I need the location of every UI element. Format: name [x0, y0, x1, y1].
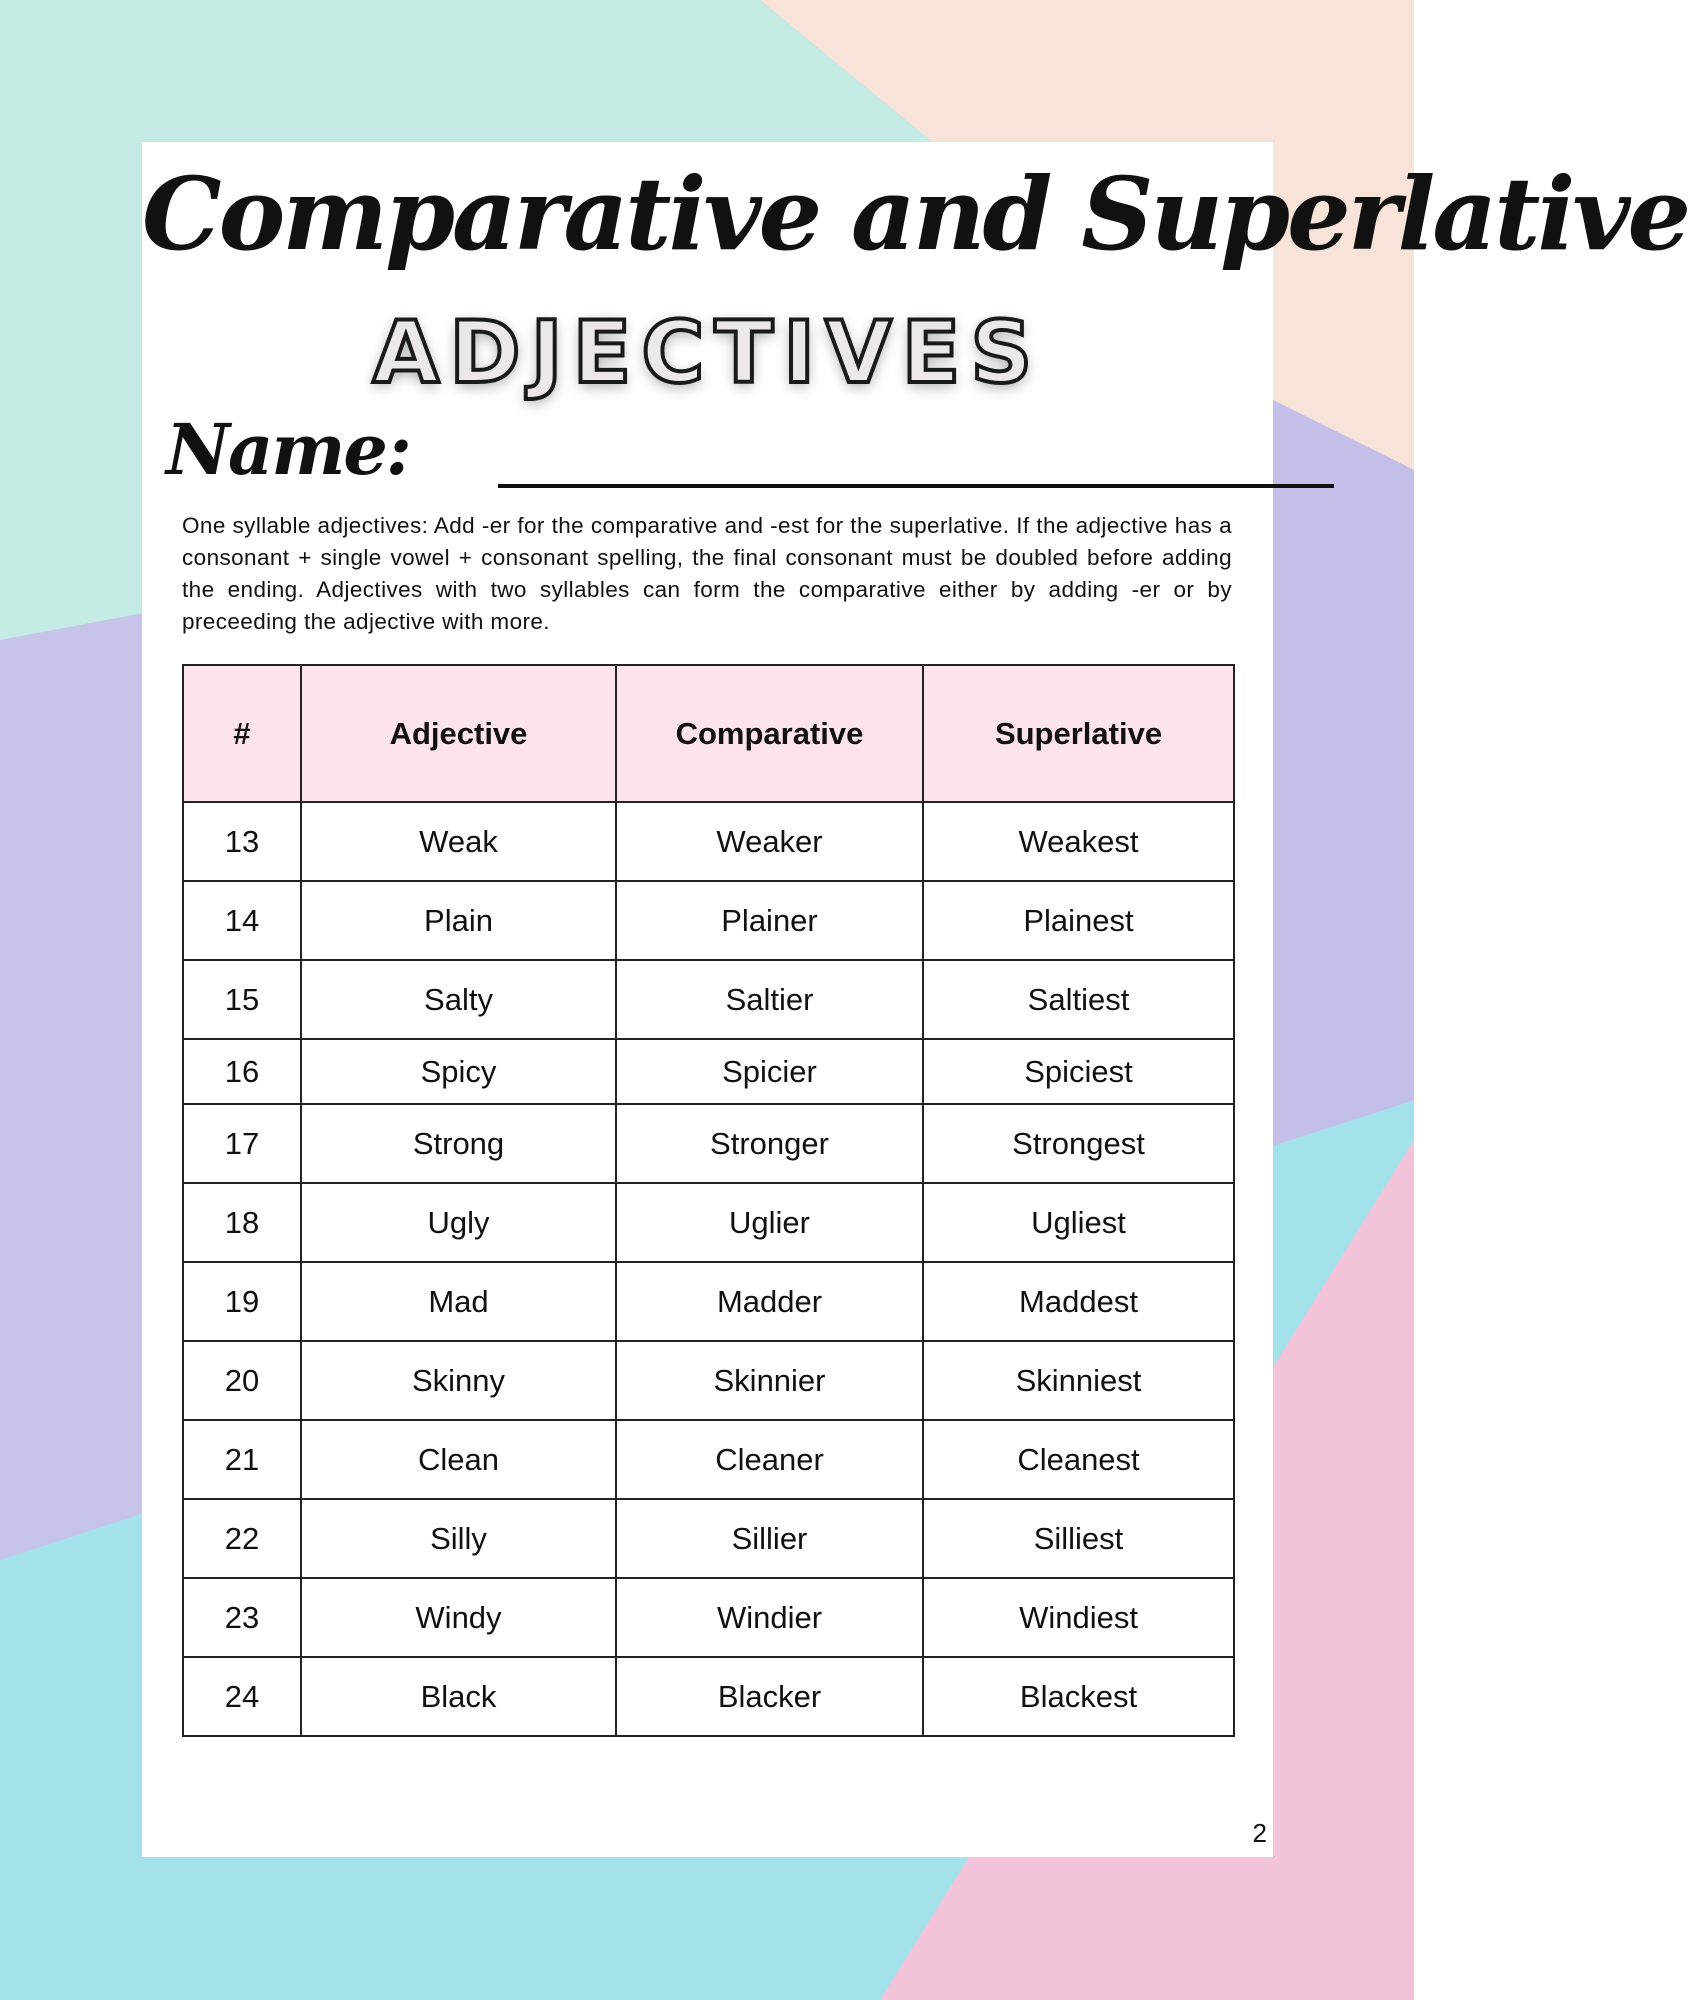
adjective-cell: Skinny: [301, 1341, 616, 1420]
table-row: [183, 802, 1234, 881]
row-number: 19: [183, 1262, 301, 1341]
superlative-cell: Cleanest: [923, 1420, 1234, 1499]
superlative-cell: Skinniest: [923, 1341, 1234, 1420]
table-row: [183, 1578, 1234, 1657]
superlative-cell: Silliest: [923, 1499, 1234, 1578]
comparative-cell: Spicier: [616, 1039, 923, 1104]
comparative-cell: Windier: [616, 1578, 923, 1657]
header-adjective: Adjective: [301, 665, 616, 802]
table-row: [183, 1104, 1234, 1183]
row-number: 15: [183, 960, 301, 1039]
comparative-cell: Skinnier: [616, 1341, 923, 1420]
comparative-cell: Sillier: [616, 1499, 923, 1578]
adjective-cell: Salty: [301, 960, 616, 1039]
worksheet-title: Comparative and Superlative: [142, 155, 1688, 273]
table-row: [183, 881, 1234, 960]
comparative-cell: Blacker: [616, 1657, 923, 1736]
comparative-cell: Plainer: [616, 881, 923, 960]
table-row: [183, 1420, 1234, 1499]
comparative-cell: Madder: [616, 1262, 923, 1341]
superlative-cell: Strongest: [923, 1104, 1234, 1183]
comparative-cell: Cleaner: [616, 1420, 923, 1499]
row-number: 16: [183, 1039, 301, 1104]
comparative-cell: Saltier: [616, 960, 923, 1039]
header-superlative: Superlative: [923, 665, 1234, 802]
adjective-cell: Silly: [301, 1499, 616, 1578]
row-number: 24: [183, 1657, 301, 1736]
superlative-cell: Spiciest: [923, 1039, 1234, 1104]
adjective-cell: Spicy: [301, 1039, 616, 1104]
adjective-cell: Mad: [301, 1262, 616, 1341]
adjective-cell: Plain: [301, 881, 616, 960]
superlative-cell: Ugliest: [923, 1183, 1234, 1262]
comparative-cell: Uglier: [616, 1183, 923, 1262]
worksheet-page: [142, 142, 1688, 1857]
table-row: [183, 1039, 1234, 1104]
instructions-text: One syllable adjectives: Add -er for the comparative and -est for the superlative. If the adjective has a consonant + single vowel + consonant spelling, the final consonant must be doubled before adding the ending. Adjectives with two syllables can form the comparative either by adding -er or by preceeding the adjective with more.: [182, 513, 1232, 634]
superlative-cell: Windiest: [923, 1578, 1234, 1657]
name-write-line[interactable]: [498, 484, 1334, 488]
row-number: 13: [183, 802, 301, 881]
row-number: 20: [183, 1341, 301, 1420]
name-label: Name:: [166, 408, 410, 491]
table-row: [183, 1183, 1234, 1262]
name-row: [166, 404, 1216, 504]
adjective-cell: Strong: [301, 1104, 616, 1183]
worksheet-subtitle: ADJECTIVES: [372, 303, 1043, 403]
superlative-cell: Blackest: [923, 1657, 1234, 1736]
superlative-cell: Saltiest: [923, 960, 1234, 1039]
row-number: 23: [183, 1578, 301, 1657]
adjective-cell: Windy: [301, 1578, 616, 1657]
table-row: [183, 1499, 1234, 1578]
header-number: #: [183, 665, 301, 802]
adjective-cell: Clean: [301, 1420, 616, 1499]
comparative-cell: Stronger: [616, 1104, 923, 1183]
comparative-cell: Weaker: [616, 802, 923, 881]
row-number: 22: [183, 1499, 301, 1578]
header-comparative: Comparative: [616, 665, 923, 802]
table-row: [183, 1341, 1234, 1420]
superlative-cell: Maddest: [923, 1262, 1234, 1341]
table-row: [183, 960, 1234, 1039]
row-number: 14: [183, 881, 301, 960]
superlative-cell: Plainest: [923, 881, 1234, 960]
superlative-cell: Weakest: [923, 802, 1234, 881]
adjective-cell: Ugly: [301, 1183, 616, 1262]
page-number: 2: [1252, 1818, 1267, 1848]
row-number: 18: [183, 1183, 301, 1262]
table-row: [183, 1657, 1234, 1736]
row-number: 17: [183, 1104, 301, 1183]
table-header-row: [183, 665, 1234, 802]
adjective-cell: Black: [301, 1657, 616, 1736]
adjectives-table: [182, 664, 1235, 1737]
table-row: [183, 1262, 1234, 1341]
adjective-cell: Weak: [301, 802, 616, 881]
row-number: 21: [183, 1420, 301, 1499]
